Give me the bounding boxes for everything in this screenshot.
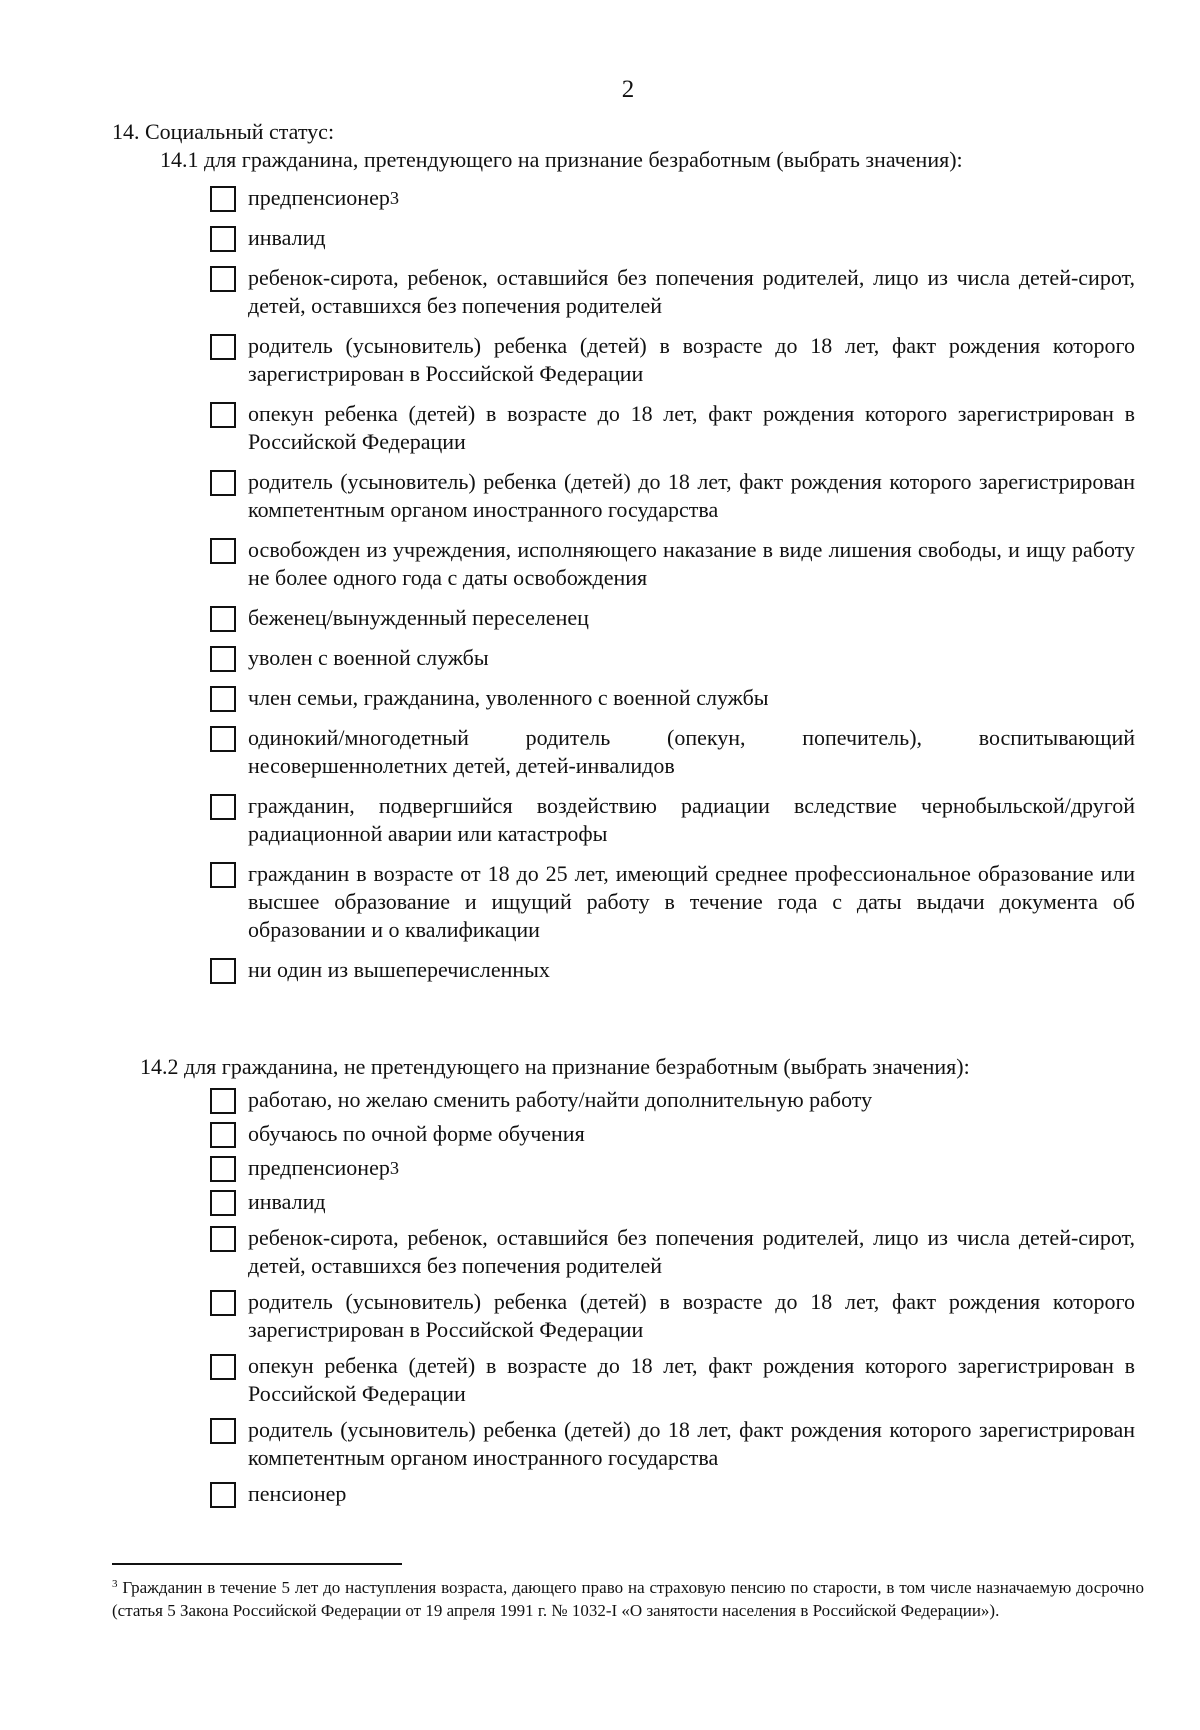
- option-label: родитель (усыновитель) ребенка (детей) до 18 лет, факт рождения которого зарегистрирован компетентным органом иностранного государства: [248, 1417, 1135, 1470]
- option-label: предпенсионер: [248, 185, 390, 210]
- option-item: [210, 1224, 1135, 1280]
- checkbox[interactable]: [210, 686, 236, 712]
- option-item: [210, 1480, 1135, 1508]
- options-list-14-2: [210, 1086, 1135, 1508]
- footnote-ref: 3: [389, 1158, 400, 1178]
- option-label: ребенок-сирота, ребенок, оставшийся без попечения родителей, лицо из числа детей-сирот, детей, оставшихся без попечения родителей: [248, 1225, 1135, 1278]
- checkbox[interactable]: [210, 538, 236, 564]
- option-item: [210, 400, 1135, 456]
- option-label: опекун ребенка (детей) в возрасте до 18 лет, факт рождения которого зарегистрирован в Российской Федерации: [248, 401, 1135, 454]
- section-title: 14. Социальный статус:: [112, 119, 335, 144]
- option-label: предпенсионер: [248, 1155, 390, 1180]
- subsection-heading-14-1: 14.1 для гражданина, претендующего на признание безработным (выбрать значения):: [160, 147, 963, 172]
- option-label: гражданин, подвергшийся воздействию радиации вследствие чернобыльской/другой радиационной аварии или катастрофы: [248, 793, 1135, 846]
- checkbox[interactable]: [210, 958, 236, 984]
- option-label: обучаюсь по очной форме обучения: [248, 1121, 585, 1146]
- option-label: освобожден из учреждения, исполняющего наказание в виде лишения свободы, и ищу работу не более одного года с даты освобождения: [248, 537, 1135, 590]
- option-item: [210, 684, 1135, 712]
- checkbox[interactable]: [210, 1354, 236, 1380]
- option-label: ни один из вышеперечисленных: [248, 957, 550, 982]
- footnote: [112, 1576, 1144, 1622]
- option-label: член семьи, гражданина, уволенного с военной службы: [248, 685, 769, 710]
- option-item: [210, 792, 1135, 848]
- option-label: гражданин в возрасте от 18 до 25 лет, имеющий среднее профессиональное образование или высшее образование и ищущий работу в течение года с даты выдачи документа об образовании и о квалификации: [248, 861, 1135, 942]
- option-item: [210, 1352, 1135, 1408]
- checkbox[interactable]: [210, 470, 236, 496]
- footnote-ref: 3: [389, 188, 400, 208]
- option-item: [210, 264, 1135, 320]
- checkbox[interactable]: [210, 794, 236, 820]
- footnote-separator: [112, 1563, 402, 1565]
- page-number: 2: [621, 76, 635, 103]
- checkbox[interactable]: [210, 334, 236, 360]
- subsection-heading-14-2: 14.2 для гражданина, не претендующего на признание безработным (выбрать значения):: [140, 1054, 970, 1079]
- checkbox[interactable]: [210, 1226, 236, 1252]
- option-item: [210, 536, 1135, 592]
- checkbox[interactable]: [210, 1088, 236, 1114]
- option-item: [210, 1086, 1135, 1114]
- option-item: [210, 1120, 1135, 1148]
- option-item: [210, 224, 1135, 252]
- option-item: [210, 644, 1135, 672]
- option-label: беженец/вынужденный переселенец: [248, 605, 589, 630]
- option-label: инвалид: [248, 225, 326, 250]
- options-list-14-1: [210, 184, 1135, 984]
- option-label: опекун ребенка (детей) в возрасте до 18 лет, факт рождения которого зарегистрирован в Российской Федерации: [248, 1353, 1135, 1406]
- option-label: родитель (усыновитель) ребенка (детей) в возрасте до 18 лет, факт рождения которого зарегистрирован в Российской Федерации: [248, 333, 1135, 386]
- option-item: [210, 1288, 1135, 1344]
- checkbox[interactable]: [210, 186, 236, 212]
- option-item: [210, 604, 1135, 632]
- checkbox[interactable]: [210, 606, 236, 632]
- checkbox[interactable]: [210, 862, 236, 888]
- option-label: одинокий/многодетный родитель (опекун, попечитель), воспитывающий несовершеннолетних детей, детей-инвалидов: [248, 725, 1135, 778]
- option-label: инвалид: [248, 1189, 326, 1214]
- checkbox[interactable]: [210, 402, 236, 428]
- option-item: [210, 860, 1135, 944]
- option-label: уволен с военной службы: [248, 645, 489, 670]
- checkbox[interactable]: [210, 1290, 236, 1316]
- footnote-text: Гражданин в течение 5 лет до наступления возраста, дающего право на страховую пенсию по старости, в том числе назначаемую досрочно (статья 5 Закона Российской Федерации от 19 апреля 1991 г. № 1032-I «О занятости населения в Российской Федерации»).: [112, 1578, 1144, 1620]
- checkbox[interactable]: [210, 1190, 236, 1216]
- option-label: родитель (усыновитель) ребенка (детей) до 18 лет, факт рождения которого зарегистрирован компетентным органом иностранного государства: [248, 469, 1135, 522]
- checkbox[interactable]: [210, 1122, 236, 1148]
- checkbox[interactable]: [210, 1482, 236, 1508]
- checkbox[interactable]: [210, 1418, 236, 1444]
- checkbox[interactable]: [210, 226, 236, 252]
- option-label: работаю, но желаю сменить работу/найти дополнительную работу: [248, 1087, 873, 1112]
- option-item: [210, 332, 1135, 388]
- option-label: родитель (усыновитель) ребенка (детей) в возрасте до 18 лет, факт рождения которого зарегистрирован в Российской Федерации: [248, 1289, 1135, 1342]
- checkbox[interactable]: [210, 726, 236, 752]
- option-item: [210, 468, 1135, 524]
- checkbox[interactable]: [210, 266, 236, 292]
- option-item: [210, 956, 1135, 984]
- option-item: [210, 184, 1135, 212]
- checkbox[interactable]: [210, 1156, 236, 1182]
- option-item: [210, 1154, 1135, 1182]
- option-item: [210, 1416, 1135, 1472]
- option-label: пенсионер: [248, 1481, 347, 1506]
- option-item: [210, 724, 1135, 780]
- checkbox[interactable]: [210, 646, 236, 672]
- footnote-marker: 3: [112, 1578, 118, 1590]
- option-item: [210, 1188, 1135, 1216]
- option-label: ребенок-сирота, ребенок, оставшийся без попечения родителей, лицо из числа детей-сирот, детей, оставшихся без попечения родителей: [248, 265, 1135, 318]
